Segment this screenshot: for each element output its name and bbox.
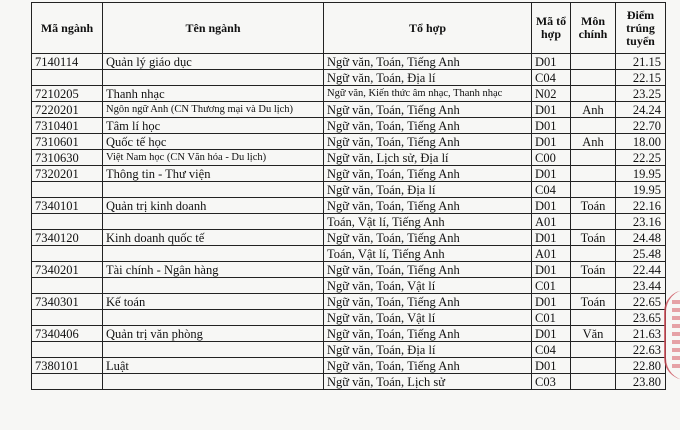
cell-code <box>32 70 103 86</box>
cell-combo: Ngữ văn, Toán, Tiếng Anh <box>324 358 532 374</box>
cell-main-subject <box>571 166 616 182</box>
cell-combo-code: C00 <box>532 150 571 166</box>
cell-combo: Ngữ văn, Toán, Tiếng Anh <box>324 230 532 246</box>
cell-main-subject: Văn <box>571 326 616 342</box>
table-row <box>32 246 666 262</box>
cell-combo-code: D01 <box>532 166 571 182</box>
cell-name: Quản trị văn phòng <box>103 326 324 342</box>
cell-combo-code: D01 <box>532 54 571 70</box>
cell-code: 7310401 <box>32 118 103 134</box>
cell-combo-code: N02 <box>532 86 571 102</box>
table-row <box>32 262 666 278</box>
cell-combo-code: D01 <box>532 358 571 374</box>
cell-score: 21.15 <box>616 54 666 70</box>
header-code: Mã ngành <box>32 3 103 54</box>
cell-name: Thông tin - Thư viện <box>103 166 324 182</box>
cell-score: 23.80 <box>616 374 666 390</box>
cell-combo-code: D01 <box>532 102 571 118</box>
cell-combo-code: D01 <box>532 198 571 214</box>
cell-code: 7380101 <box>32 358 103 374</box>
cell-code <box>32 214 103 230</box>
header-main-subject: Môn chính <box>571 3 616 54</box>
cell-combo-code: C01 <box>532 278 571 294</box>
cell-score: 23.25 <box>616 86 666 102</box>
cell-combo: Ngữ văn, Toán, Vật lí <box>324 278 532 294</box>
cell-main-subject <box>571 214 616 230</box>
cell-combo: Ngữ văn, Toán, Lịch sử <box>324 374 532 390</box>
cell-score: 25.48 <box>616 246 666 262</box>
cell-main-subject <box>571 118 616 134</box>
table-row <box>32 54 666 70</box>
cell-score: 22.70 <box>616 118 666 134</box>
cell-main-subject: Toán <box>571 230 616 246</box>
cell-combo-code: D01 <box>532 230 571 246</box>
cell-name: Tâm lí học <box>103 118 324 134</box>
cell-combo: Ngữ văn, Toán, Tiếng Anh <box>324 326 532 342</box>
cell-code: 7320201 <box>32 166 103 182</box>
cell-combo: Toán, Vật lí, Tiếng Anh <box>324 246 532 262</box>
cell-combo: Ngữ văn, Toán, Địa lí <box>324 182 532 198</box>
cell-combo: Ngữ văn, Toán, Tiếng Anh <box>324 198 532 214</box>
cell-score: 18.00 <box>616 134 666 150</box>
header-score: Điểm trúng tuyển <box>616 3 666 54</box>
header-name: Tên ngành <box>103 3 324 54</box>
table-row <box>32 182 666 198</box>
table-row <box>32 374 666 390</box>
cell-code <box>32 342 103 358</box>
cell-combo: Ngữ văn, Kiến thức âm nhạc, Thanh nhạc <box>324 86 532 102</box>
cell-combo-code: D01 <box>532 294 571 310</box>
cell-code: 7340101 <box>32 198 103 214</box>
table-row <box>32 214 666 230</box>
cell-combo-code: D01 <box>532 118 571 134</box>
cell-code: 7310601 <box>32 134 103 150</box>
cell-code <box>32 374 103 390</box>
red-stamp-text <box>672 300 680 370</box>
cell-main-subject <box>571 342 616 358</box>
cell-name: Thanh nhạc <box>103 86 324 102</box>
cell-code: 7210205 <box>32 86 103 102</box>
cell-main-subject: Anh <box>571 102 616 118</box>
table-row <box>32 198 666 214</box>
table-header-row <box>32 3 666 54</box>
table-row <box>32 166 666 182</box>
header-combo-code: Mã tổ hợp <box>532 3 571 54</box>
cell-name <box>103 310 324 326</box>
cell-combo: Ngữ văn, Toán, Tiếng Anh <box>324 54 532 70</box>
cell-code <box>32 246 103 262</box>
cell-name <box>103 214 324 230</box>
cell-score: 23.65 <box>616 310 666 326</box>
table-row <box>32 278 666 294</box>
table-row <box>32 230 666 246</box>
cell-name: Quốc tế học <box>103 134 324 150</box>
cell-main-subject <box>571 358 616 374</box>
cell-score: 24.24 <box>616 102 666 118</box>
cell-combo: Ngữ văn, Toán, Địa lí <box>324 342 532 358</box>
cell-code: 7310630 <box>32 150 103 166</box>
table-row <box>32 150 666 166</box>
cell-score: 23.16 <box>616 214 666 230</box>
cell-combo-code: D01 <box>532 134 571 150</box>
cell-main-subject: Toán <box>571 262 616 278</box>
cell-combo: Ngữ văn, Toán, Tiếng Anh <box>324 262 532 278</box>
cell-score: 22.63 <box>616 342 666 358</box>
cell-code: 7340120 <box>32 230 103 246</box>
cell-main-subject <box>571 182 616 198</box>
table-row <box>32 310 666 326</box>
cell-name <box>103 374 324 390</box>
cell-combo: Ngữ văn, Toán, Tiếng Anh <box>324 294 532 310</box>
cell-name: Kinh doanh quốc tế <box>103 230 324 246</box>
table-row <box>32 134 666 150</box>
admission-scores-table <box>31 2 666 390</box>
cell-combo-code: C03 <box>532 374 571 390</box>
cell-name: Quản lý giáo dục <box>103 54 324 70</box>
cell-code <box>32 182 103 198</box>
cell-code: 7220201 <box>32 102 103 118</box>
cell-score: 21.63 <box>616 326 666 342</box>
cell-name: Tài chính - Ngân hàng <box>103 262 324 278</box>
cell-name: Kế toán <box>103 294 324 310</box>
cell-name <box>103 182 324 198</box>
cell-main-subject <box>571 310 616 326</box>
cell-code: 7140114 <box>32 54 103 70</box>
cell-score: 22.25 <box>616 150 666 166</box>
cell-combo-code: C01 <box>532 310 571 326</box>
cell-name <box>103 342 324 358</box>
cell-name: Ngôn ngữ Anh (CN Thương mại và Du lịch) <box>103 102 324 118</box>
cell-combo: Toán, Vật lí, Tiếng Anh <box>324 214 532 230</box>
cell-combo-code: C04 <box>532 70 571 86</box>
cell-name: Quản trị kinh doanh <box>103 198 324 214</box>
table-row <box>32 86 666 102</box>
cell-name <box>103 70 324 86</box>
cell-combo-code: A01 <box>532 214 571 230</box>
table-row <box>32 342 666 358</box>
cell-combo-code: C04 <box>532 182 571 198</box>
cell-main-subject <box>571 70 616 86</box>
cell-main-subject <box>571 54 616 70</box>
cell-name: Việt Nam học (CN Văn hóa - Du lịch) <box>103 150 324 166</box>
table-row <box>32 118 666 134</box>
cell-code: 7340406 <box>32 326 103 342</box>
cell-code: 7340301 <box>32 294 103 310</box>
cell-combo-code: C04 <box>532 342 571 358</box>
cell-combo: Ngữ văn, Toán, Địa lí <box>324 70 532 86</box>
cell-code: 7340201 <box>32 262 103 278</box>
cell-combo-code: D01 <box>532 326 571 342</box>
cell-score: 24.48 <box>616 230 666 246</box>
cell-combo: Ngữ văn, Toán, Tiếng Anh <box>324 118 532 134</box>
cell-score: 19.95 <box>616 166 666 182</box>
cell-score: 23.44 <box>616 278 666 294</box>
table-row <box>32 70 666 86</box>
cell-main-subject <box>571 374 616 390</box>
cell-score: 22.80 <box>616 358 666 374</box>
cell-score: 19.95 <box>616 182 666 198</box>
cell-main-subject <box>571 278 616 294</box>
cell-combo: Ngữ văn, Toán, Tiếng Anh <box>324 134 532 150</box>
cell-code <box>32 278 103 294</box>
cell-main-subject <box>571 246 616 262</box>
cell-name <box>103 278 324 294</box>
cell-combo: Ngữ văn, Lịch sử, Địa lí <box>324 150 532 166</box>
header-combo: Tổ hợp <box>324 3 532 54</box>
cell-score: 22.16 <box>616 198 666 214</box>
table-row <box>32 358 666 374</box>
cell-combo: Ngữ văn, Toán, Tiếng Anh <box>324 102 532 118</box>
cell-score: 22.44 <box>616 262 666 278</box>
table-row <box>32 294 666 310</box>
cell-combo-code: A01 <box>532 246 571 262</box>
cell-code <box>32 310 103 326</box>
table-row <box>32 326 666 342</box>
cell-name <box>103 246 324 262</box>
cell-main-subject: Toán <box>571 198 616 214</box>
cell-main-subject <box>571 150 616 166</box>
cell-combo: Ngữ văn, Toán, Tiếng Anh <box>324 166 532 182</box>
cell-name: Luật <box>103 358 324 374</box>
cell-score: 22.65 <box>616 294 666 310</box>
cell-combo-code: D01 <box>532 262 571 278</box>
cell-main-subject: Anh <box>571 134 616 150</box>
table-row <box>32 102 666 118</box>
cell-combo: Ngữ văn, Toán, Vật lí <box>324 310 532 326</box>
cell-score: 22.15 <box>616 70 666 86</box>
cell-main-subject: Toán <box>571 294 616 310</box>
cell-main-subject <box>571 86 616 102</box>
